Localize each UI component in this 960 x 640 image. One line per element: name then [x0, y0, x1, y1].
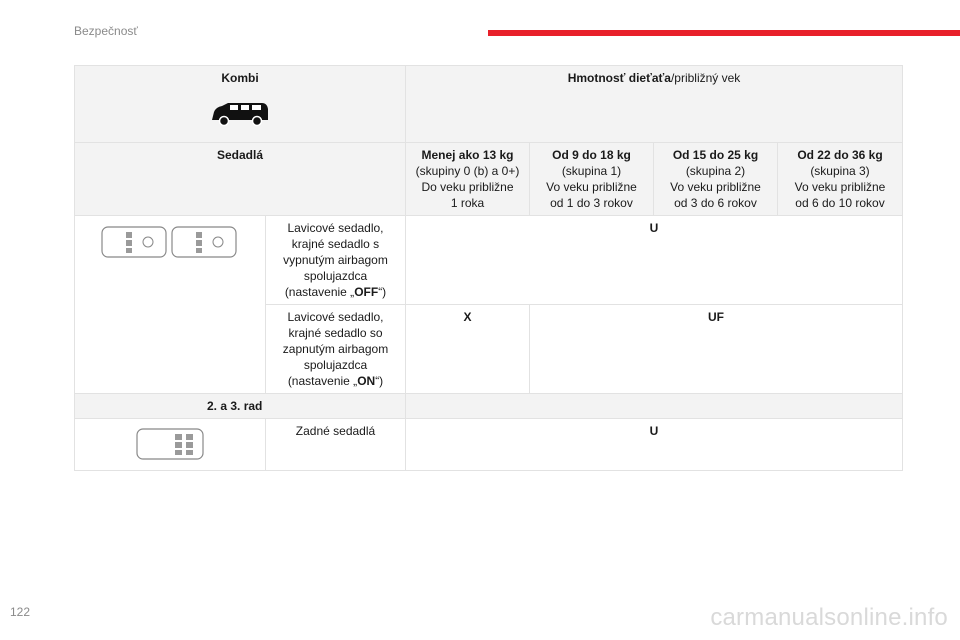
front-on-result-first: X [406, 305, 530, 394]
setting-post: “) [378, 285, 387, 299]
setting-post: “) [375, 374, 384, 388]
setting-line [270, 373, 401, 389]
group-title: Menej ako 13 kg [421, 148, 514, 162]
group-line: (skupina 3) [810, 164, 870, 178]
seats-label: Sedadlá [75, 143, 406, 216]
vehicle-cell [75, 66, 406, 143]
section-title: Bezpečnosť [74, 24, 138, 38]
front-off-row [75, 216, 903, 305]
group-line: (skupiny 0 (b) a 0+) [415, 164, 520, 178]
group-cell [654, 143, 778, 216]
front-on-label [266, 305, 406, 394]
row-label-row [75, 394, 903, 419]
setting-pre: (nastavenie „ [287, 374, 358, 388]
car-side-icon [210, 100, 270, 128]
seat-line: krajné sedadlo so [288, 326, 383, 340]
group-line: Vo veku približne [794, 180, 886, 194]
group-line: 1 roka [450, 196, 485, 210]
row-label: 2. a 3. rad [75, 394, 406, 419]
child-seat-table [74, 65, 903, 471]
group-line: Vo veku približne [670, 180, 761, 194]
group-line: (skupina 1) [561, 164, 622, 178]
group-title: Od 15 do 25 kg [672, 148, 759, 162]
table-header-row [75, 66, 903, 143]
group-cell [406, 143, 530, 216]
seat-line: zapnutým airbagom [282, 342, 389, 356]
front-off-label [266, 216, 406, 305]
rear-row [75, 419, 903, 471]
seat-line: vypnutým airbagom [283, 253, 388, 267]
setting-line [270, 284, 401, 300]
rear-label: Zadné sedadlá [266, 419, 406, 471]
setting-value: OFF [354, 285, 379, 299]
header-accent-bar [488, 30, 960, 36]
seat-line: spolujazdca [303, 269, 368, 283]
group-line: od 6 do 10 rokov [795, 196, 885, 210]
group-line: od 3 do 6 rokov [674, 196, 757, 210]
row-label-empty [406, 394, 903, 419]
rear-seat-diagram-icon [135, 427, 205, 461]
seat-line: spolujazdca [303, 358, 368, 372]
front-seats-diagram-cell [75, 216, 266, 394]
rear-seats-diagram-cell [75, 419, 266, 471]
group-line: Do veku približne [421, 180, 514, 194]
groups-row [75, 143, 903, 216]
group-line: Vo veku približne [546, 180, 637, 194]
rear-result: U [406, 419, 903, 471]
setting-pre: (nastavenie „ [284, 285, 355, 299]
front-off-result: U [406, 216, 903, 305]
front-seat-diagram-icon [100, 224, 240, 260]
seat-line: Lavicové sedadlo, [287, 221, 384, 235]
group-cell [530, 143, 654, 216]
setting-value: ON [357, 374, 376, 388]
seat-line: Lavicové sedadlo, [287, 310, 384, 324]
vehicle-label: Kombi [221, 71, 259, 85]
weight-label-suffix: /približný vek [670, 71, 741, 85]
group-cell [778, 143, 903, 216]
group-line: (skupina 2) [685, 164, 746, 178]
group-title: Od 22 do 36 kg [797, 148, 883, 162]
weight-label: Hmotnosť dieťaťa [567, 71, 671, 85]
group-title: Od 9 do 18 kg [552, 148, 631, 162]
page-number: 122 [10, 605, 31, 619]
seat-line: krajné sedadlo s [291, 237, 380, 251]
front-on-result-rest: UF [530, 305, 903, 394]
watermark: carmanualsonline.info [710, 604, 948, 631]
group-line: od 1 do 3 rokov [550, 196, 633, 210]
weight-cell [406, 66, 903, 143]
